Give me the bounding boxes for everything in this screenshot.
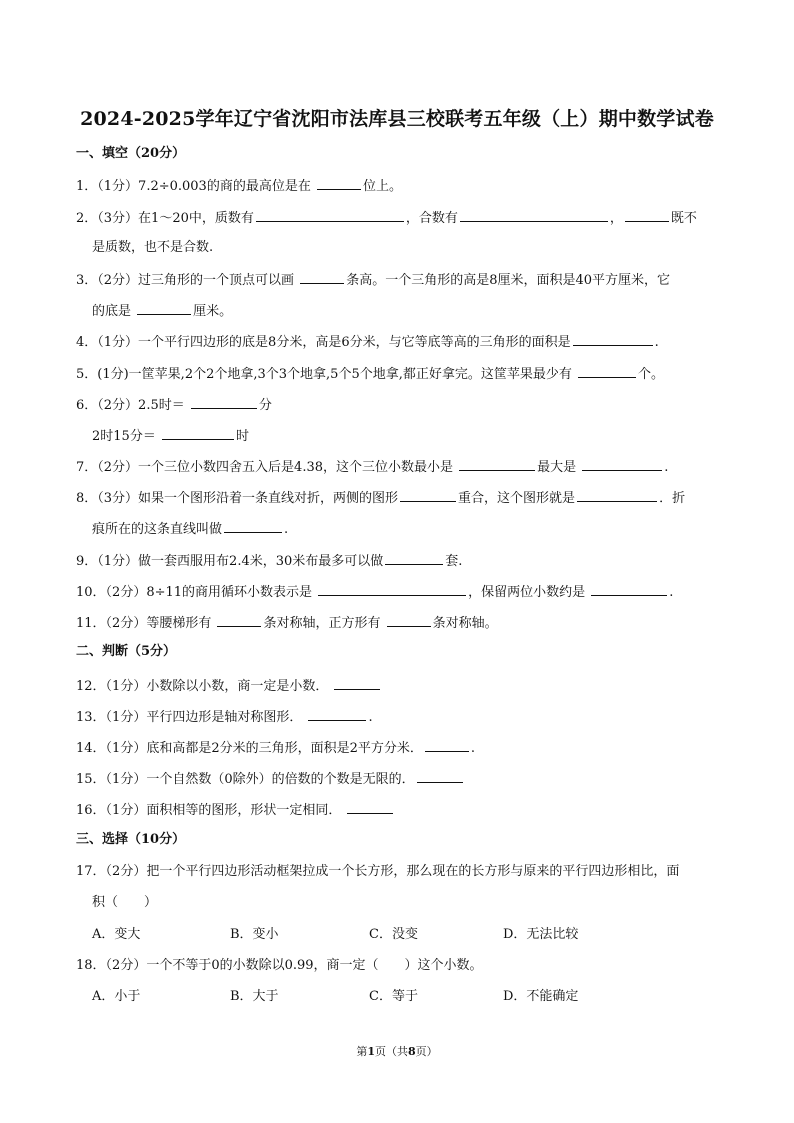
question-6-part2: 2时15分＝ 时 <box>92 426 249 446</box>
answer-blank[interactable] <box>582 457 662 471</box>
answer-blank[interactable] <box>578 364 636 378</box>
question-9: 9．（1分）做一套西服用布2.4米，30米布最多可以做 套. <box>76 551 462 571</box>
question-17-option-a[interactable]: A．变大 <box>92 927 141 942</box>
answer-blank[interactable] <box>591 582 667 596</box>
question-2: 2．（3分）在1～20中，质数有 ，合数有 ， 既不 <box>76 208 697 228</box>
answer-blank[interactable] <box>217 613 261 627</box>
question-3-cont: 的底是 厘米。 <box>92 301 232 321</box>
question-1: 1．（1分）7.2÷0.003的商的最高位是在 位上。 <box>76 176 402 196</box>
question-18-option-b[interactable]: B．大于 <box>230 989 279 1004</box>
question-3: 3．（2分）过三角形的一个顶点可以画 条高。一个三角形的高是8厘米，面积是40平方厘米，它 <box>76 270 670 290</box>
answer-blank[interactable] <box>400 488 456 502</box>
answer-blank[interactable] <box>334 676 380 690</box>
section-heading-fill-in: 一、填空（20分） <box>76 146 186 161</box>
answer-blank[interactable] <box>191 395 257 409</box>
question-17-option-c[interactable]: C．没变 <box>369 927 418 942</box>
question-18-option-a[interactable]: A．小于 <box>92 989 141 1004</box>
answer-blank[interactable] <box>137 301 191 315</box>
question-17-option-b[interactable]: B．变小 <box>230 927 279 942</box>
page-number: 1 <box>367 1045 375 1058</box>
answer-blank[interactable] <box>308 707 366 721</box>
answer-blank[interactable] <box>577 488 657 502</box>
question-11: 11．（2分）等腰梯形有 条对称轴，正方形有 条对称轴。 <box>76 613 498 633</box>
question-13: 13．（1分）平行四边形是轴对称图形． . <box>76 707 373 727</box>
answer-blank[interactable] <box>347 800 393 814</box>
question-5: 5．(1分)一筐苹果,2个2个地拿,3个3个地拿,5个5个地拿,都正好拿完。这筐苹果最少有 个。 <box>76 364 664 384</box>
question-4: 4．（1分）一个平行四边形的底是8分米，高是6分米，与它等底等高的三角形的面积是 . <box>76 332 659 352</box>
question-14: 14．（1分）底和高都是2分米的三角形，面积是2平方分米． . <box>76 738 475 758</box>
question-16: 16．（1分）面积相等的图形，形状一定相同． <box>76 800 395 820</box>
section-heading-true-false: 二、判断（5分） <box>76 644 177 659</box>
question-17-cont: 积（ ） <box>92 895 158 910</box>
question-10: 10．（2分）8÷11的商用循环小数表示是 ，保留两位小数约是 . <box>76 582 673 602</box>
answer-blank[interactable] <box>162 426 234 440</box>
page-title: 2024-2025学年辽宁省沈阳市法库县三校联考五年级（上）期中数学试卷 <box>80 108 714 130</box>
answer-blank[interactable] <box>318 582 466 596</box>
question-6: 6．（2分）2.5时＝ 分 <box>76 395 272 415</box>
question-2-cont: 是质数，也不是合数. <box>92 240 214 255</box>
answer-blank[interactable] <box>385 551 443 565</box>
question-15: 15．（1分）一个自然数（0除外）的倍数的个数是无限的． <box>76 769 465 789</box>
answer-blank[interactable] <box>317 176 361 190</box>
question-18-option-c[interactable]: C．等于 <box>369 989 418 1004</box>
answer-blank[interactable] <box>425 738 469 752</box>
page-footer: 第1页（共8页） <box>356 1045 438 1058</box>
question-18: 18．（2分）一个不等于0的小数除以0.99，商一定（ ）这个小数。 <box>76 958 483 973</box>
question-12: 12．（1分）小数除以小数，商一定是小数． <box>76 676 382 696</box>
answer-blank[interactable] <box>625 208 669 222</box>
answer-blank[interactable] <box>300 270 344 284</box>
answer-blank[interactable] <box>459 457 535 471</box>
question-7: 7．（2分）一个三位小数四舍五入后是4.38，这个三位小数最小是 最大是 . <box>76 457 668 477</box>
answer-blank[interactable] <box>387 613 431 627</box>
question-17: 17．（2分）把一个平行四边形活动框架拉成一个长方形，那么现在的长方形与原来的平行四边形相比，面 <box>76 864 680 879</box>
question-18-option-d[interactable]: D．不能确定 <box>503 989 579 1004</box>
answer-blank[interactable] <box>256 208 404 222</box>
question-8: 8．（3分）如果一个图形沿着一条直线对折，两侧的图形 重合，这个图形就是 ．折 <box>76 488 685 508</box>
answer-blank[interactable] <box>417 769 463 783</box>
total-pages: 8 <box>408 1045 416 1058</box>
answer-blank[interactable] <box>573 332 653 346</box>
question-8-cont: 痕所在的这条直线叫做 . <box>92 519 288 539</box>
question-17-option-d[interactable]: D．无法比较 <box>503 927 579 942</box>
section-heading-multiple-choice: 三、选择（10分） <box>76 832 186 847</box>
answer-blank[interactable] <box>224 519 282 533</box>
answer-blank[interactable] <box>460 208 608 222</box>
